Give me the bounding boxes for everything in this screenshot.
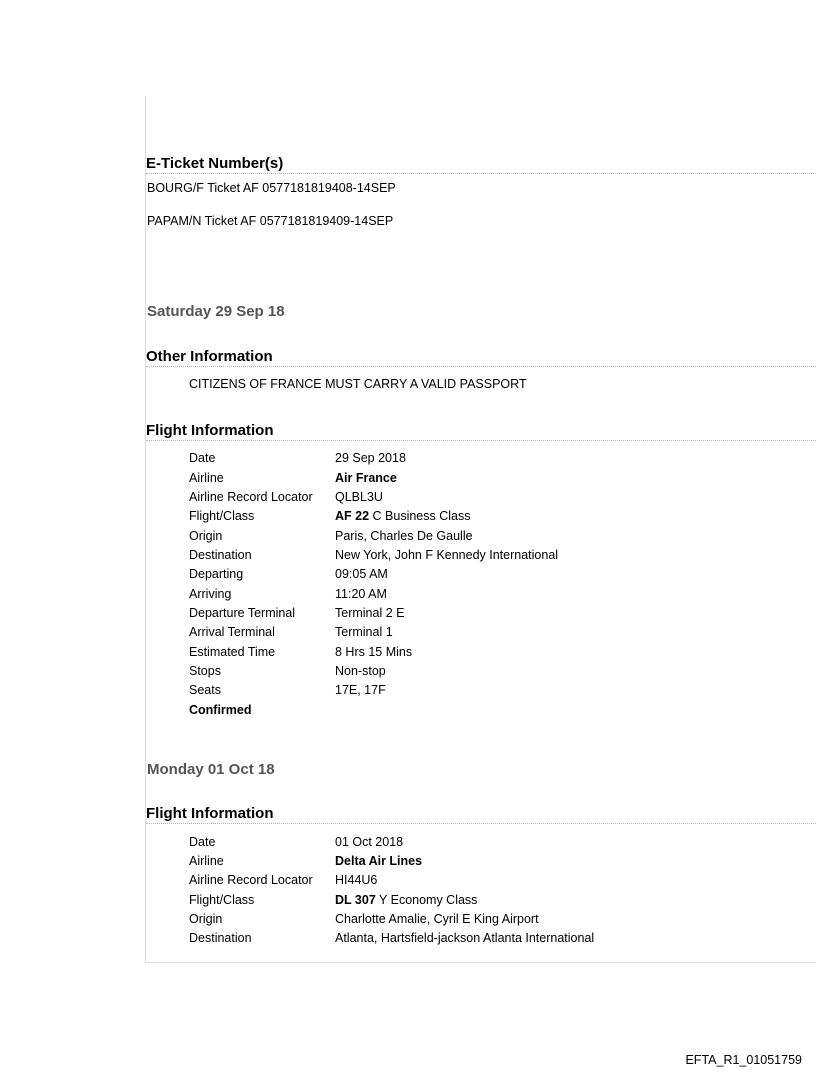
day2-value-record-locator: HI44U6 <box>335 873 378 887</box>
day1-label-airline: Airline <box>189 471 224 485</box>
day1-value-arriving: 11:20 AM <box>335 587 387 601</box>
day1-value-airline: Air France <box>335 471 397 485</box>
day1-value-date: 29 Sep 2018 <box>335 451 406 465</box>
day2-label-origin: Origin <box>189 912 223 926</box>
day1-label-arrival-terminal: Arrival Terminal <box>189 625 275 639</box>
day1-label-stops: Stops <box>189 664 221 678</box>
day1-label-record-locator: Airline Record Locator <box>189 490 313 504</box>
day2-label-date: Date <box>189 835 216 849</box>
eticket-heading: E-Ticket Number(s) <box>146 155 816 174</box>
day1-flight-heading: Flight Information <box>146 422 816 441</box>
day2-label-airline: Airline <box>189 854 224 868</box>
day1-label-flight-class: Flight/Class <box>189 509 255 523</box>
day1-value-departing: 09:05 AM <box>335 567 388 581</box>
day1-label-departing: Departing <box>189 567 244 581</box>
day2-date-heading: Monday 01 Oct 18 <box>147 761 275 778</box>
day1-label-estimated-time: Estimated Time <box>189 645 276 659</box>
day1-other-heading: Other Information <box>146 348 816 367</box>
day2-label-destination: Destination <box>189 931 252 945</box>
day2-value-flight-class <box>335 893 477 907</box>
day2-flight-heading: Flight Information <box>146 805 816 824</box>
day1-value-destination: New York, John F Kennedy International <box>335 548 559 562</box>
day2-value-origin: Charlotte Amalie, Cyril E King Airport <box>335 912 539 926</box>
day1-value-flight-class <box>335 509 470 523</box>
day2-flight-code: DL 307 <box>335 893 376 907</box>
day1-label-departure-terminal: Departure Terminal <box>189 606 296 620</box>
day1-value-stops: Non-stop <box>335 664 386 678</box>
day2-value-date: 01 Oct 2018 <box>335 835 404 849</box>
day1-value-origin: Paris, Charles De Gaulle <box>335 529 473 543</box>
day1-other-text: CITIZENS OF FRANCE MUST CARRY A VALID PASSPORT <box>189 377 527 391</box>
day1-value-arrival-terminal: Terminal 1 <box>335 625 393 639</box>
day1-label-destination: Destination <box>189 548 252 562</box>
day1-value-departure-terminal: Terminal 2 E <box>335 606 405 620</box>
day2-value-airline: Delta Air Lines <box>335 854 423 868</box>
day2-label-record-locator: Airline Record Locator <box>189 873 313 887</box>
day1-value-seats: 17E, 17F <box>335 683 386 697</box>
day2-flight-class-text: Y Economy Class <box>379 893 478 907</box>
day1-value-estimated-time: 8 Hrs 15 Mins <box>335 645 413 659</box>
day2-value-destination: Atlanta, Hartsfield-jackson Atlanta International <box>335 931 595 945</box>
day1-flight-code: AF 22 <box>335 509 370 523</box>
day1-label-date: Date <box>189 451 216 465</box>
day1-status: Confirmed <box>189 703 252 717</box>
day1-date-heading: Saturday 29 Sep 18 <box>147 303 285 320</box>
document-id: EFTA_R1_01051759 <box>685 1053 802 1067</box>
day1-value-record-locator: QLBL3U <box>335 490 383 504</box>
day1-label-origin: Origin <box>189 529 223 543</box>
eticket-line-1: BOURG/F Ticket AF 0577181819408-14SEP <box>147 181 396 195</box>
day1-label-arriving: Arriving <box>189 587 232 601</box>
eticket-line-2: PAPAM/N Ticket AF 0577181819409-14SEP <box>147 214 394 228</box>
day2-label-flight-class: Flight/Class <box>189 893 255 907</box>
day1-label-seats: Seats <box>189 683 221 697</box>
day1-flight-class-text: C Business Class <box>372 509 471 523</box>
